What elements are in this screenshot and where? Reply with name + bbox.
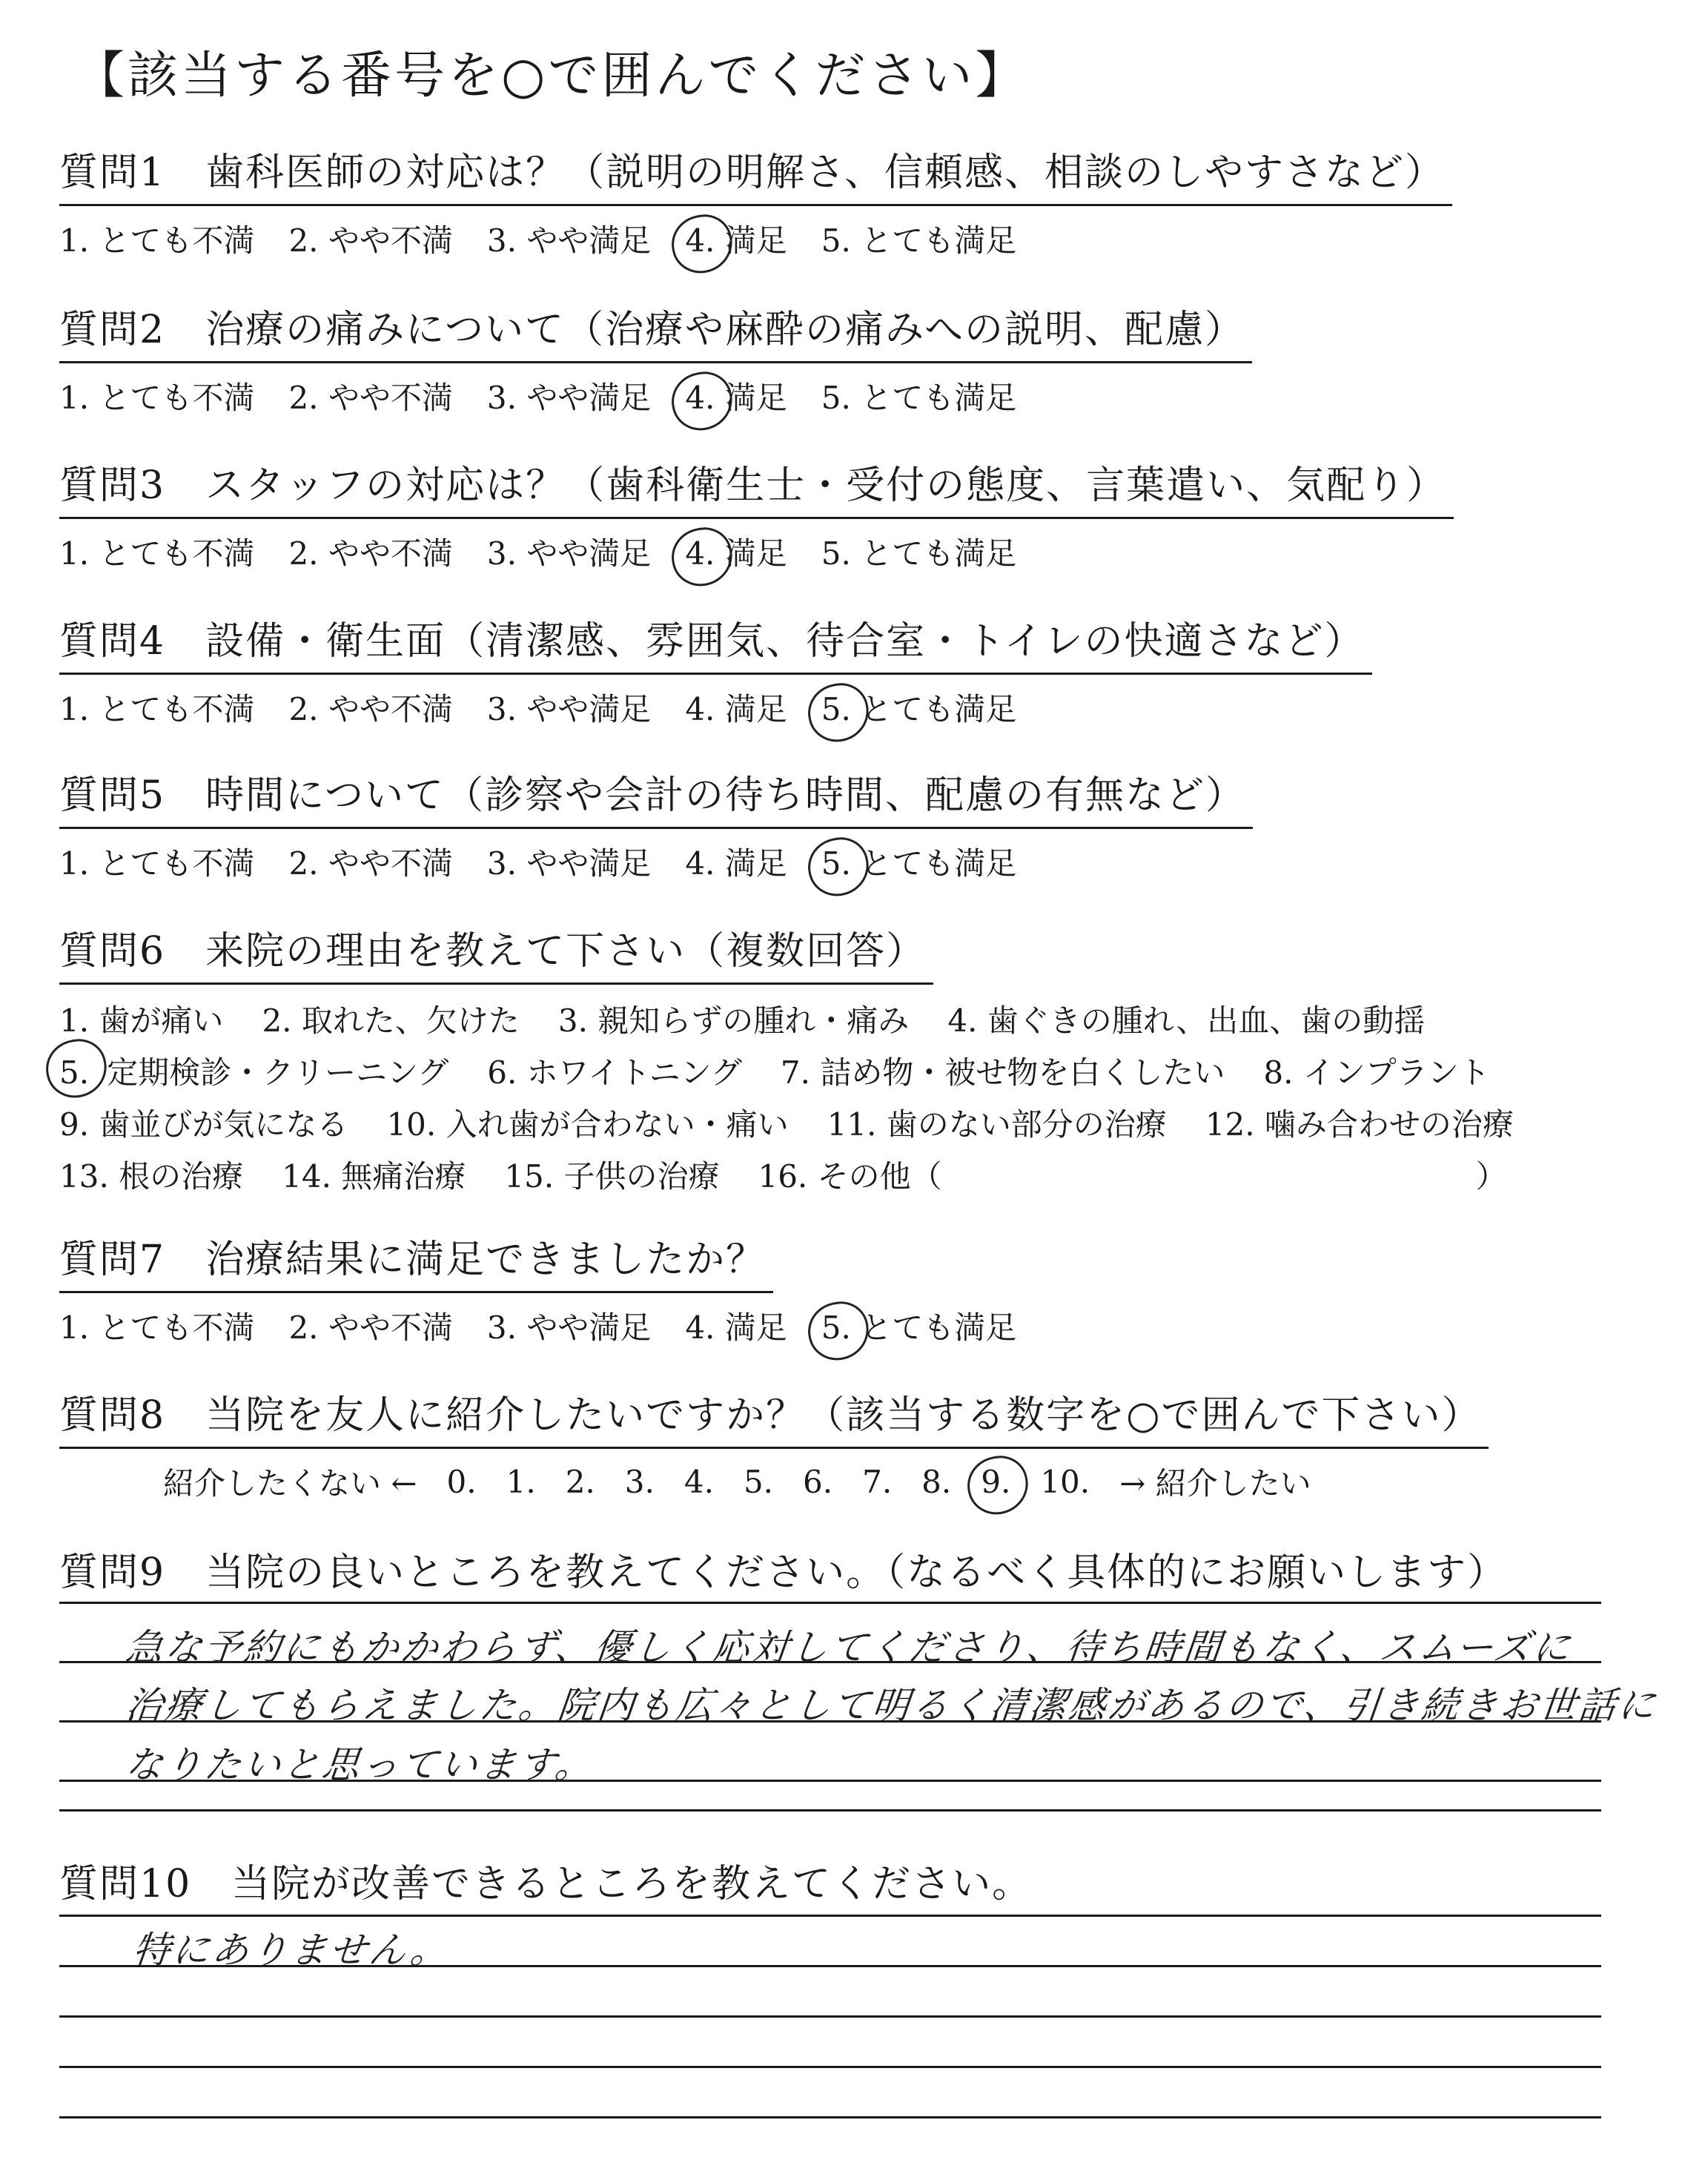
reason-16-close: ）	[1475, 1158, 1507, 1195]
rating-options	[59, 839, 1253, 884]
option-5[interactable]: 5. とても満足	[821, 380, 1017, 416]
option-5[interactable]: 5. とても満足	[821, 845, 1017, 882]
scale-10[interactable]: 10.	[1040, 1463, 1090, 1500]
answer-line	[59, 1915, 1601, 1917]
reason-6[interactable]: 6. ホワイトニング	[487, 1054, 742, 1091]
question-title: 質問7 治療結果に満足できましたか？	[59, 1228, 773, 1293]
handwritten-answer-line: 特にありません。	[130, 1929, 452, 1972]
reason-9[interactable]: 9. 歯並びが気になる	[59, 1106, 348, 1143]
reason-row	[59, 1099, 1552, 1151]
option-2[interactable]: 2. やや不満	[288, 222, 453, 259]
option-2[interactable]: 2. やや不満	[288, 691, 453, 727]
option-4[interactable]: 4. 満足	[685, 845, 787, 882]
option-5[interactable]: 5. とても満足	[821, 1309, 1017, 1346]
reason-1[interactable]: 1. 歯が痛い	[59, 1003, 224, 1039]
reason-15[interactable]: 15. 子供の治療	[504, 1158, 720, 1195]
scale-6[interactable]: 6.	[803, 1463, 833, 1500]
answer-line	[59, 1809, 1601, 1811]
scale-0[interactable]: 0.	[446, 1463, 477, 1500]
option-1[interactable]: 1. とても不満	[59, 222, 255, 259]
question-2	[59, 298, 1252, 418]
option-2[interactable]: 2. やや不満	[288, 845, 453, 882]
handwritten-answer-line: なりたいと思っています。	[123, 1743, 597, 1786]
rating-options	[59, 1304, 1050, 1348]
reason-11[interactable]: 11. 歯のない部分の治療	[827, 1106, 1167, 1143]
option-1[interactable]: 1. とても不満	[59, 380, 255, 416]
option-number: 4.	[685, 222, 715, 259]
question-title: 質問1 歯科医師の対応は？（説明の明解さ、信頼感、相談のしやすさなど）	[59, 141, 1452, 206]
option-3[interactable]: 3. やや満足	[486, 1309, 652, 1346]
scale-5[interactable]: 5.	[743, 1463, 774, 1500]
rating-options	[59, 374, 1252, 418]
question-3	[59, 454, 1454, 574]
option-4[interactable]: 4. 満足	[685, 691, 787, 727]
question-title: 質問6 来院の理由を教えて下さい（複数回答）	[59, 919, 933, 985]
scale-7[interactable]: 7.	[862, 1463, 893, 1500]
option-3[interactable]: 3. やや満足	[486, 691, 652, 727]
reason-row	[59, 995, 1552, 1047]
option-3[interactable]: 3. やや満足	[486, 845, 652, 882]
reason-7[interactable]: 7. 詰め物・被せ物を白くしたい	[780, 1054, 1225, 1091]
reason-5[interactable]: 5.	[59, 1047, 89, 1099]
scale-4[interactable]: 4.	[683, 1463, 714, 1500]
rating-options	[59, 217, 1452, 261]
option-3[interactable]: 3. やや満足	[486, 222, 652, 259]
rating-options	[59, 529, 1454, 574]
question-title: 質問2 治療の痛みについて（治療や麻酔の痛みへの説明、配慮）	[59, 298, 1252, 363]
option-4[interactable]: 4. 満足	[685, 1309, 787, 1346]
question-1	[59, 141, 1452, 261]
reason-2[interactable]: 2. 取れた、欠けた	[262, 1003, 520, 1039]
reason-12[interactable]: 12. 噛み合わせの治療	[1205, 1106, 1514, 1143]
option-2[interactable]: 2. やや不満	[288, 380, 453, 416]
question-title: 質問4 設備・衛生面（清潔感、雰囲気、待合室・トイレの快適さなど）	[59, 610, 1372, 675]
option-2[interactable]: 2. やや不満	[288, 535, 453, 572]
question-title: 質問5 時間について（診察や会計の待ち時間、配慮の有無など）	[59, 764, 1253, 829]
answer-line	[59, 2116, 1601, 2118]
reason-8[interactable]: 8. インプラント	[1263, 1054, 1490, 1091]
question-title: 質問10 当院が改善できるところを教えてください。	[59, 1862, 1033, 1906]
option-5[interactable]: 5. とても満足	[821, 222, 1017, 259]
answer-line	[59, 2015, 1601, 2018]
scale-right-label: → 紹介したい	[1119, 1465, 1311, 1502]
reason-10[interactable]: 10. 入れ歯が合わない・痛い	[386, 1106, 789, 1143]
option-3[interactable]: 3. やや満足	[486, 535, 652, 572]
rating-options	[59, 685, 1372, 730]
option-1[interactable]: 1. とても不満	[59, 845, 255, 882]
reason-14[interactable]: 14. 無痛治療	[282, 1158, 466, 1195]
scale-9[interactable]: 9.	[981, 1463, 1011, 1500]
question-title: 質問8 当院を友人に紹介したいですか？（該当する数字を○で囲んで下さい）	[59, 1384, 1489, 1449]
reason-row	[59, 1151, 1552, 1203]
option-4[interactable]: 4. 満足	[685, 222, 787, 259]
instruction-header: 【該当する番号を○で囲んでください】	[74, 47, 1029, 105]
question-title: 質問3 スタッフの対応は？（歯科衛生士・受付の態度、言葉遣い、気配り）	[59, 454, 1454, 519]
answer-line	[59, 2066, 1601, 2068]
reason-3[interactable]: 3. 親知らずの腫れ・痛み	[557, 1003, 910, 1039]
question-7	[59, 1228, 1050, 1348]
handwritten-answer-line: 急な予約にもかかわらず、優しく応対してくださり、待ち時間もなく、スムーズに	[123, 1626, 1575, 1669]
option-4[interactable]: 4. 満足	[685, 380, 787, 416]
option-1[interactable]: 1. とても不満	[59, 535, 255, 572]
option-4[interactable]: 4. 満足	[685, 535, 787, 572]
option-5[interactable]: 5. とても満足	[821, 691, 1017, 727]
scale-1[interactable]: 1.	[506, 1463, 536, 1500]
question-4	[59, 610, 1372, 730]
option-3[interactable]: 3. やや満足	[486, 380, 652, 416]
question-8	[59, 1384, 1489, 1504]
question-6	[59, 919, 1552, 1203]
reason-16[interactable]: 16. その他（	[758, 1158, 942, 1195]
reason-5-label: 定期検診・クリーニング	[107, 1054, 449, 1091]
scale-left-label: 紹介したくない ←	[163, 1465, 417, 1502]
reason-options	[59, 995, 1552, 1203]
option-1[interactable]: 1. とても不満	[59, 691, 255, 727]
scale-8[interactable]: 8.	[921, 1463, 952, 1500]
option-2[interactable]: 2. やや不満	[288, 1309, 453, 1346]
scale-2[interactable]: 2.	[565, 1463, 595, 1500]
recommend-scale	[59, 1459, 1489, 1504]
option-1[interactable]: 1. とても不満	[59, 1309, 255, 1346]
question-title: 質問9 当院の良いところを教えてください。（なるべく具体的にお願いします）	[59, 1550, 1508, 1595]
scale-3[interactable]: 3.	[624, 1463, 655, 1500]
question-10	[59, 1852, 1039, 1915]
question-9	[59, 1541, 1515, 1604]
reason-4[interactable]: 4. 歯ぐきの腫れ、出血、歯の動揺	[947, 1003, 1426, 1039]
option-5[interactable]: 5. とても満足	[821, 535, 1017, 572]
reason-row	[59, 1047, 1552, 1099]
question-5	[59, 764, 1253, 884]
handwritten-answer-line: 治療してもらえました。院内も広々として明るく清潔感があるので、引き続きお世話に	[123, 1684, 1660, 1727]
q9-answer-area[interactable]	[59, 1602, 1660, 1824]
answer-line	[59, 1602, 1601, 1604]
q10-answer-area[interactable]	[59, 1915, 1601, 2152]
reason-13[interactable]: 13. 根の治療	[59, 1158, 244, 1195]
